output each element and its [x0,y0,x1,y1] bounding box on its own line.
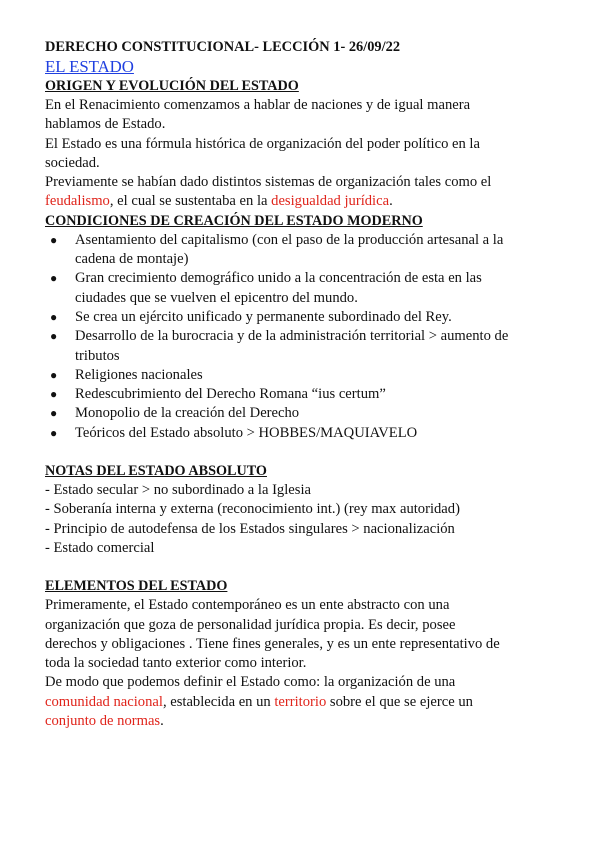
highlight-conjunto-normas: conjunto de normas [45,713,161,730]
list-item [45,404,565,423]
document-page [45,38,565,731]
bullet-icon: ● [50,329,58,344]
section-elementos-title: ELEMENTOS DEL ESTADO [45,578,228,595]
list-item-text: Gran crecimiento demográfico unido a la concentración de esta en las [75,270,482,287]
paragraph-line [45,693,565,712]
list-item-text: Se crea un ejército unificado y permanente subordinado del Rey. [75,308,452,325]
list-item-text: tributos [75,347,120,364]
paragraph-line: En el Renacimiento comenzamos a hablar de naciones y de igual manera [45,97,471,113]
paragraph-line: El Estado es una fórmula histórica de organización del poder político en la [45,135,480,152]
highlight-comunidad-nacional: comunidad nacional [45,693,163,710]
list-item [45,308,565,327]
list-item-text: Desarrollo de la burocracia y de la administración territorial > aumento de [75,328,509,345]
list-item [45,385,565,404]
list-item [45,366,565,385]
list-item-text: Teóricos del Estado absoluto > HOBBES/MAQUIAVELO [75,424,418,441]
paragraph-line: - Estado secular > no subordinado a la Iglesia [45,482,311,499]
paragraph-line: - Estado comercial [45,539,155,556]
paragraph-line: hablamos de Estado. [45,116,166,133]
section-origen-title: ORIGEN Y EVOLUCIÓN DEL ESTADO [45,78,299,94]
text-span: . [389,193,393,210]
highlight-desigualdad: desigualdad jurídica [271,193,390,210]
list-item [45,327,565,366]
text-span: sobre el que se ejerce un [326,693,473,710]
list-item-text: cadena de montaje) [75,251,189,268]
condiciones-list [45,231,565,443]
bullet-icon: ● [50,387,58,402]
paragraph-line: sociedad. [45,154,100,171]
list-item-text: Monopolio de la creación del Derecho [75,405,300,422]
list-item-text: Redescubrimiento del Derecho Romana “ius certum” [75,386,386,403]
document-header: DERECHO CONSTITUCIONAL- LECCIÓN 1- 26/09/22 [45,39,401,55]
list-item-text: ciudades que se vuelven el epicentro del mundo. [75,289,358,306]
section-notas-title: NOTAS DEL ESTADO ABSOLUTO [45,463,267,480]
list-item [45,269,565,308]
paragraph-line: Primeramente, el Estado contemporáneo es un ente abstracto con una [45,597,450,614]
paragraph-line: - Principio de autodefensa de los Estados singulares > nacionalización [45,520,455,537]
paragraph-line: De modo que podemos definir el Estado como: la organización de una [45,674,456,691]
list-item-text: Religiones nacionales [75,366,203,383]
highlight-territorio: territorio [274,693,327,710]
bullet-icon: ● [50,232,58,247]
spacer [45,558,565,577]
paragraph-line: derechos y obligaciones . Tiene fines generales, y es un ente representativo de [45,635,500,652]
paragraph-line [45,712,565,731]
spacer [45,443,565,462]
bullet-icon: ● [50,271,58,286]
paragraph-line: organización que goza de personalidad jurídica propia. Es decir, posee [45,616,456,633]
paragraph-line: Previamente se habían dado distintos sistemas de organización tales como el [45,174,492,191]
text-span: . [160,713,164,730]
paragraph-line: - Soberanía interna y externa (reconocimiento int.) (rey max autoridad) [45,501,460,518]
section-condiciones-title: CONDICIONES DE CREACIÓN DEL ESTADO MODERNO [45,212,423,229]
paragraph-line: toda la sociedad tanto exterior como interior. [45,655,307,672]
bullet-icon: ● [50,309,58,324]
bullet-icon: ● [50,367,58,382]
list-item-text: Asentamiento del capitalismo (con el paso de la producción artesanal a la [75,231,504,248]
bullet-icon: ● [50,406,58,421]
paragraph-line [45,192,565,211]
text-span: , establecida en un [162,693,275,710]
main-heading: EL ESTADO [45,57,134,76]
bullet-icon: ● [50,425,58,440]
text-span: , el cual se sustentaba en la [109,193,272,210]
list-item [45,231,565,270]
highlight-feudalismo: feudalismo [45,193,110,210]
list-item [45,424,565,443]
